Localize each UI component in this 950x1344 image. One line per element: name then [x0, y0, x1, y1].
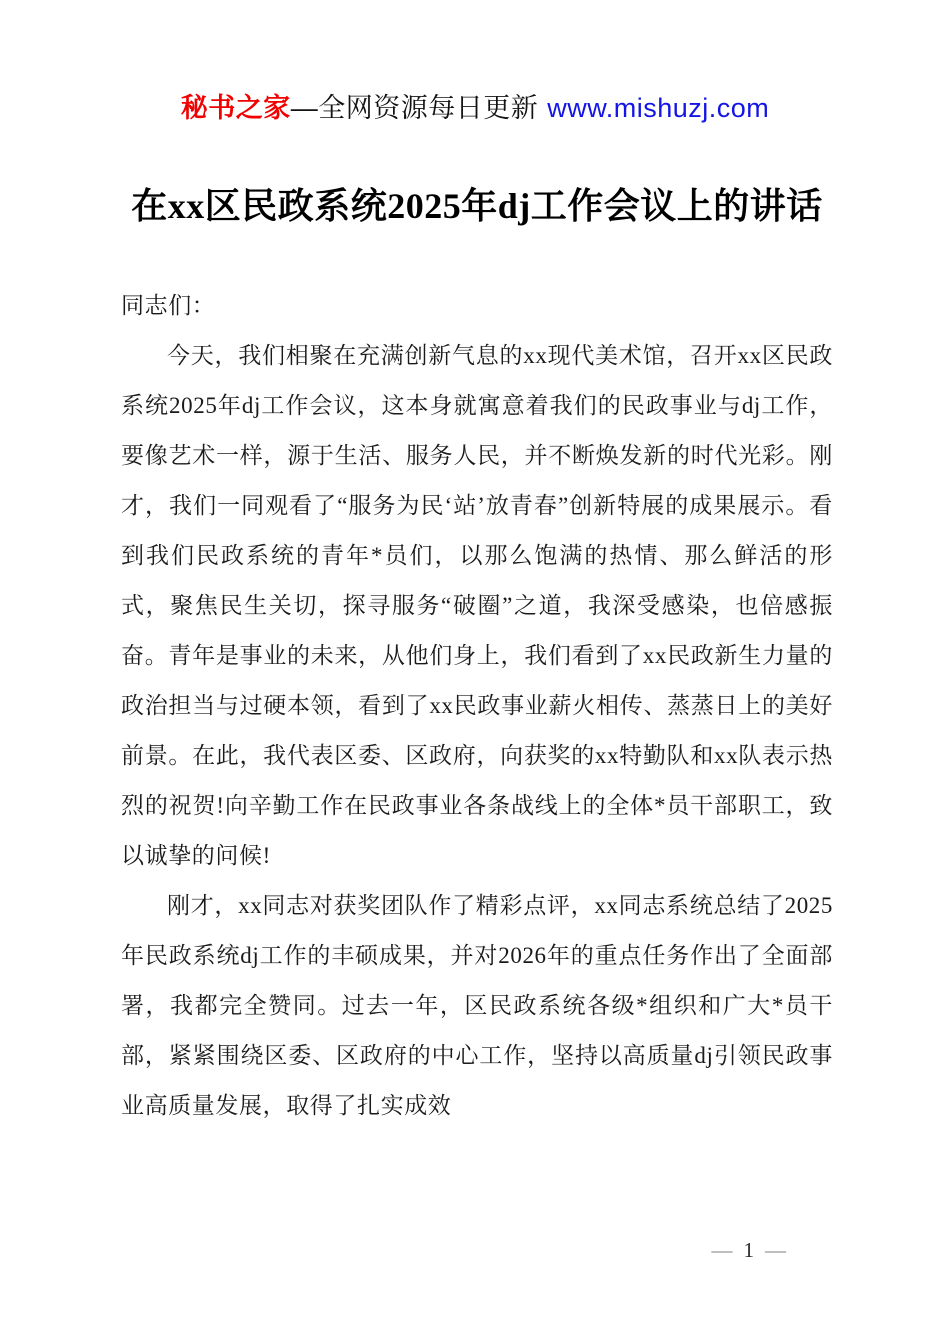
page-number-dash-right: —	[765, 1238, 786, 1262]
paragraph-2: 刚才，xx同志对获奖团队作了精彩点评，xx同志系统总结了2025年民政系统dj工作的丰硕成果，并对2026年的重点任务作出了全面部署，我都完全赞同。过去一年，区民政系统各级*组织和广大*员干部，紧紧围绕区委、区政府的中心工作，坚持以高质量dj引领民政事业高质量发展，取得了扎实成效	[121, 893, 833, 1118]
salutation: 同志们：	[121, 293, 216, 318]
page-number-dash-left: —	[711, 1238, 733, 1262]
site-url-link[interactable]: www.mishuzj.com	[547, 93, 770, 123]
page-number: 1	[743, 1238, 754, 1262]
page-footer	[712, 1238, 787, 1263]
site-brand: 秘书之家	[180, 93, 291, 123]
site-header	[0, 86, 950, 125]
site-tagline: —全网资源每日更新	[290, 93, 539, 123]
document-title: 在xx区民政系统2025年dj工作会议上的讲话	[131, 186, 823, 226]
paragraph-1: 今天，我们相聚在充满创新气息的xx现代美术馆，召开xx区民政系统2025年dj工作会议，这本身就寓意着我们的民政事业与dj工作，要像艺术一样，源于生活、服务人民，并不断焕发新的时代光彩。刚才，我们一同观看了“服务为民‘站’放青春”创新特展的成果展示。看到我们民政系统的青年*员们，以那么饱满的热情、那么鲜活的形式，聚焦民生关切，探寻服务“破圈”之道，我深受感染，也倍感振奋。青年是事业的未来，从他们身上，我们看到了xx民政新生力量的政治担当与过硬本领，看到了xx民政事业薪火相传、蒸蒸日上的美好前景。在此，我代表区委、区政府，向获奖的xx特勤队和xx队表示热烈的祝贺!向辛勤工作在民政事业各条战线上的全体*员干部职工，致以诚挚的问候!	[121, 343, 833, 868]
document-body	[121, 281, 833, 1131]
